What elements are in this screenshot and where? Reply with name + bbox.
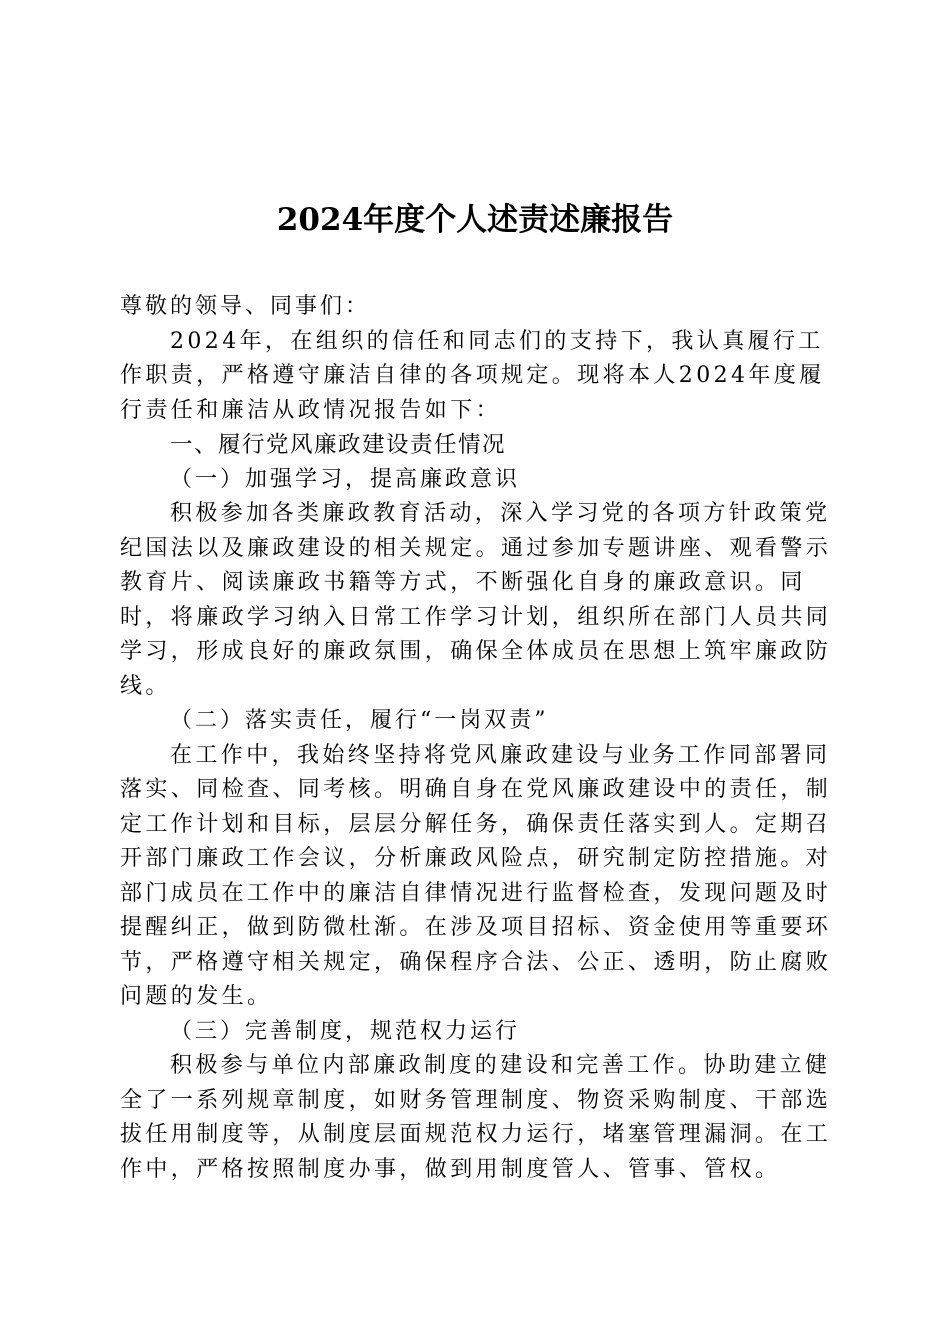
document-body — [120, 290, 835, 1187]
subsection-body-2: 在工作中，我始终坚持将党风廉政建设与业务工作同部署同落实、同检查、同考核。明确自身在党风廉政建设中的责任，制定工作计划和目标，层层分解任务，确保责任落实到人。定期召开部门廉政工作会议，分析廉政风险点，研究制定防控措施。对部门成员在工作中的廉洁自律情况进行监督检查，发现问题及时提醒纠正，做到防微杜渐。在涉及项目招标、资金使用等重要环节，严格遵守相关规定，确保程序合法、公正、透明，防止腐败问题的发生。 — [120, 742, 832, 1009]
subsection-body-3: 积极参与单位内部廉政制度的建设和完善工作。协助建立健全了一系列规章制度，如财务管理制度、物资采购制度、干部选拔任用制度等，从制度层面规范权力运行，堵塞管理漏洞。在工作中，严格按照制度办事，做到用制度管人、管事、管权。 — [120, 1053, 832, 1182]
subsection-heading-2: （二）落实责任，履行“一岗双责” — [170, 708, 549, 733]
subsection-heading-3: （三）完善制度，规范权力运行 — [170, 1018, 521, 1044]
document-title: 2024年度个人述责述廉报告 — [276, 202, 674, 238]
subsection-heading-1: （一）加强学习，提高廉政意识 — [170, 466, 521, 492]
intro-paragraph: 2024年，在组织的信任和同志们的支持下，我认真履行工作职责，严格遵守廉洁自律的各项规定。现将本人2024年度履行责任和廉洁从政情况报告如下： — [120, 328, 825, 423]
section-heading-1: 一、履行党风廉政建设责任情况 — [170, 432, 507, 458]
salutation: 尊敬的领导、同事们： — [120, 294, 371, 319]
subsection-body-1: 积极参加各类廉政教育活动，深入学习党的各项方针政策党纪国法以及廉政建设的相关规定。通过参加专题讲座、观看警示教育片、阅读廉政书籍等方式，不断强化自身的廉政意识。同时，将廉政学习纳入日常工作学习计划，组织所在部门人员共同学习，形成良好的廉政氛围，确保全体成员在思想上筑牢廉政防线。 — [120, 501, 832, 699]
